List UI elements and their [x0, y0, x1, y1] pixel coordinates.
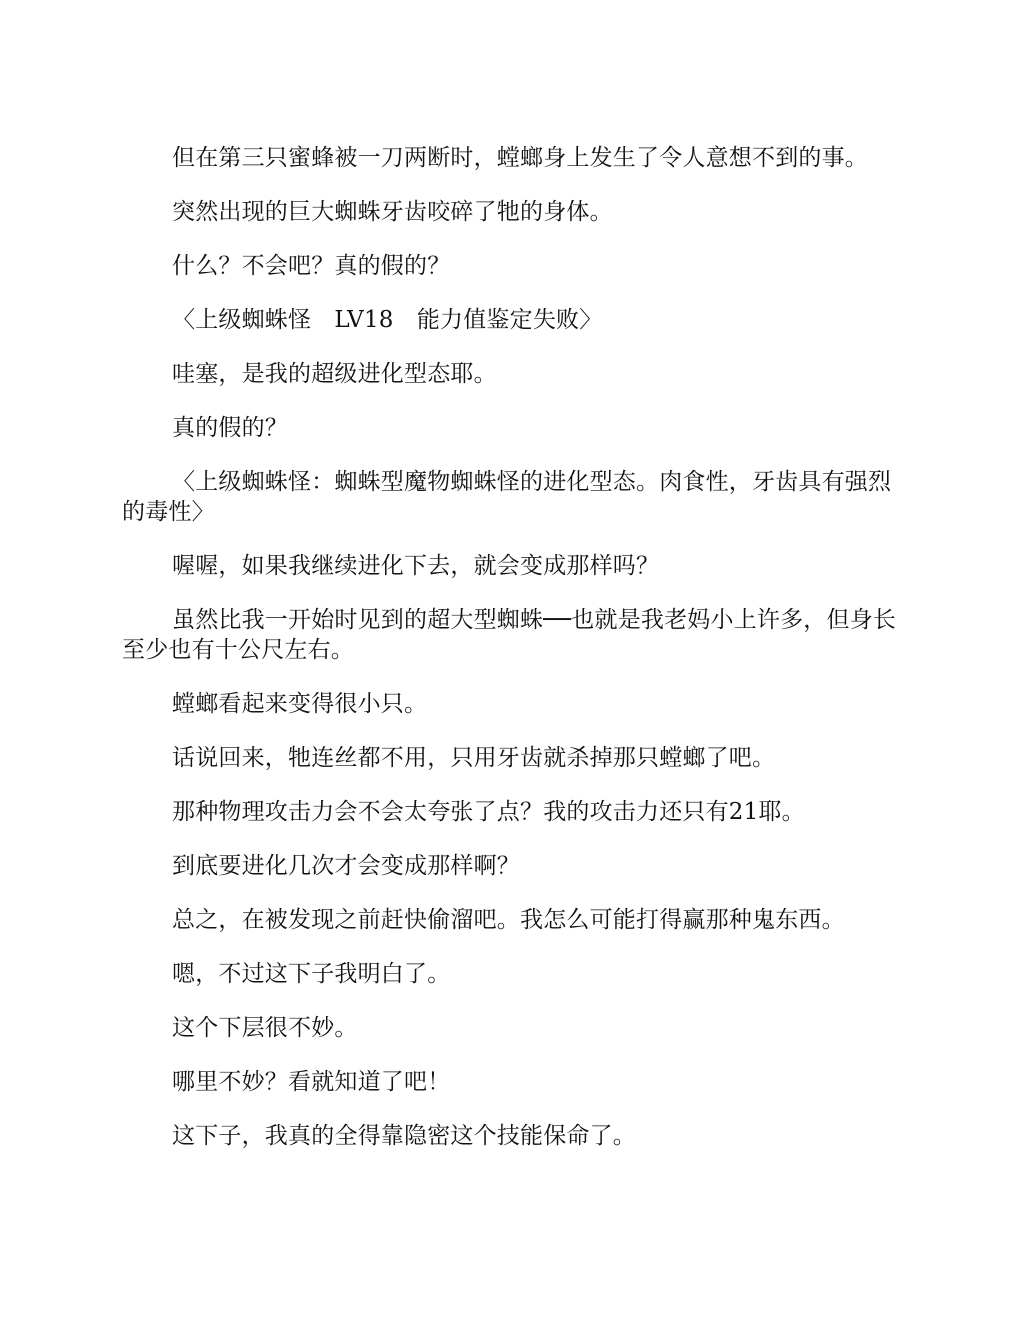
paragraph: 哇塞，是我的超级进化型态耶。 — [172, 361, 497, 387]
paragraph: 〈上级蜘蛛怪 LV18 能力值鉴定失败〉 — [172, 307, 603, 333]
paragraph: 螳螂看起来变得很小只。 — [172, 691, 428, 717]
paragraph: 什么？不会吧？真的假的？ — [172, 253, 451, 279]
paragraph: 话说回来，牠连丝都不用，只用牙齿就杀掉那只螳螂了吧。 — [172, 745, 776, 771]
paragraph: 真的假的？ — [172, 415, 288, 441]
paragraph: 这下子，我真的全得靠隐密这个技能保命了。 — [172, 1123, 636, 1149]
paragraph: 但在第三只蜜蜂被一刀两断时，螳螂身上发生了令人意想不到的事。 — [172, 145, 868, 171]
paragraph: 喔喔，如果我继续进化下去，就会变成那样吗？ — [172, 553, 660, 579]
paragraph: 总之，在被发现之前赶快偷溜吧。我怎么可能打得赢那种鬼东西。 — [172, 907, 845, 933]
paragraph: 突然出现的巨大蜘蛛牙齿咬碎了牠的身体。 — [172, 199, 613, 225]
paragraph: 〈上级蜘蛛怪：蜘蛛型魔物蜘蛛怪的进化型态。肉食性，牙齿具有强烈的毒性〉 — [122, 469, 892, 525]
document-body — [122, 143, 898, 1175]
paragraph: 虽然比我一开始时见到的超大型蜘蛛──也就是我老妈小上许多，但身长至少也有十公尺左右。 — [122, 607, 897, 663]
paragraph: 哪里不妙？看就知道了吧！ — [172, 1069, 451, 1095]
paragraph: 到底要进化几次才会变成那样啊？ — [172, 853, 520, 879]
paragraph: 嗯，不过这下子我明白了。 — [172, 961, 451, 987]
paragraph: 那种物理攻击力会不会太夸张了点？我的攻击力还只有21耶。 — [172, 799, 805, 825]
paragraph: 这个下层很不妙。 — [172, 1015, 358, 1041]
